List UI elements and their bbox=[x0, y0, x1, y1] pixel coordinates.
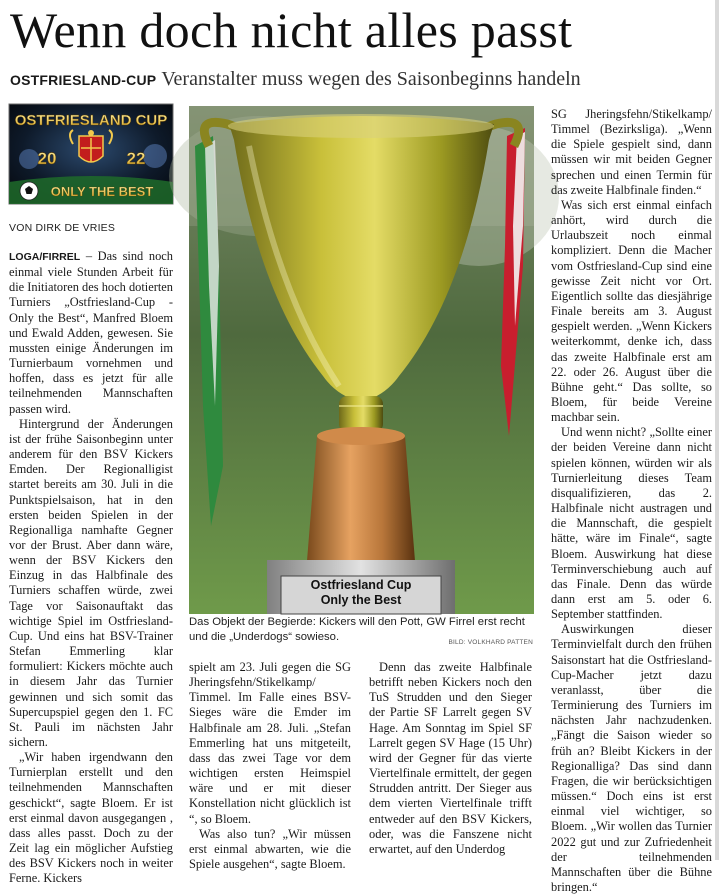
paragraph: spielt am 23. Juli gegen die SG Jheringsfehn/Stikelkamp/ Timmel. Im Falle eines BSV-Sieges wäre die Emder im Halbfinale am 28. Juli. „Stefan Emmerling hat uns mitgeteilt, dass das zwei Tage vor dem wichtigen ersten Heimspiel wäre und er mit dieser Konstellation nicht glücklich ist “, so Bloem. bbox=[189, 660, 351, 826]
plaque-line-2: Only the Best bbox=[320, 593, 402, 607]
paragraph: Auswirkungen dieser Terminvielfalt durch den frühen Saisonstart hat die Ostfriesland-Cup-Macher jetzt dazu veranlasst, über die Terminierung des Turniers im nächsten Jahr nachzudenken. „Fängt die Saison wieder so früh an? Bleibt Kickers in der Regionalliga? Das sind dann Fragen, die wir berücksichtigen müssen.“ Doch eins ist erst einmal viel wichtiger, so Bloem. „Wir wollen das Turnier 2022 gut und zur Zufriedenheit der teilnehmenden Mannschaften über die Bühne bringen.“ bbox=[551, 622, 712, 894]
logo-slogan: ONLY THE BEST bbox=[50, 184, 154, 199]
article-column-2 bbox=[189, 660, 351, 872]
kicker: OSTFRIESLAND-CUP bbox=[10, 72, 157, 88]
paragraph bbox=[9, 249, 173, 417]
soccer-ball-icon bbox=[20, 182, 38, 200]
article-column-4 bbox=[551, 107, 712, 894]
subtitle: Veranstalter muss wegen des Saisonbeginns handeln bbox=[161, 68, 581, 90]
paragraph: „Wir haben irgendwann den Turnierplan erstellt und den teilnehmenden Mannschaften geschickt“, sagte Bloem. Er ist erst einmal davon ausgegangen , dass alles passt. Doch zu der Zeit lag ein möglicher Aufstieg des BSV Kickers noch in weiter Ferne. Kickers bbox=[9, 750, 173, 886]
ostfriesland-cup-logo bbox=[9, 104, 173, 204]
paragraph: Hintergrund der Änderungen ist der frühe Saisonbeginn unter anderem für den BSV Kickers Emden. Der Regionalligist startet bereits am 30. Juli in die Punktspielsaison, hat in den ersten beiden Spielen in der Regionalliga namhafte Gegner vor der Brust. Aber dann wäre, wenn der BSV Kickers den Einzug in das Halbfinale des Turniers schaffen würde, zwei Tage vor Saisonauftakt das wichtige Spiel im Ostfriesland-Cup. Und eins hat BSV-Trainer Stefan Emmerling klar formuliert: Kickers möchte auch in diesem Jahr das Turnier gewinnen und sich somit das Supercupspiel gegen den 1. FC St. Pauli im nächsten Jahr sichern. bbox=[9, 416, 173, 749]
article-column-1 bbox=[9, 249, 173, 886]
plaque-line-1: Ostfriesland Cup bbox=[310, 578, 412, 592]
headline: Wenn doch nicht alles passt bbox=[10, 2, 573, 58]
logo-year-right: 22 bbox=[126, 149, 146, 168]
photo-caption bbox=[189, 615, 533, 650]
paragraph: SG Jheringsfehn/Stikelkamp/ Timmel (Bezirksliga). „Wenn die Spiele gespielt sind, dann müssen wir mit beiden Gegner sprechen und einen Termin für das zweite Halbfinale finden.“ bbox=[551, 107, 712, 197]
caption-text: Das Objekt der Begierde: Kickers will den Pott, GW Firrel erst recht und die „Underdogs“ sowieso. bbox=[189, 616, 525, 643]
subline bbox=[10, 67, 581, 93]
paragraph: Denn das zweite Halbfinale betrifft neben Kickers noch den TuS Strudden und den Sieger der Partie SF Larrelt gegen SV Hage. Am Sonntag im Spiel SF Larrelt gegen SV Hage (15 Uhr) wird der Gegner für das vierte Viertelfinale ermittelt, der gegen Strudden antritt. Der Sieger aus dem vierten Viertelfinale trifft entweder auf den BSV Kickers, oder, was die Fanszene nicht erwartet, auf den Underdog bbox=[369, 660, 532, 856]
paragraph: Was also tun? „Wir müssen erst einmal abwarten, wie die Spiele ausgehen“, sagte Bloem. bbox=[189, 826, 351, 872]
dateline: LOGA/FIRREL bbox=[9, 251, 81, 263]
page-edge bbox=[715, 0, 719, 860]
byline: VON DIRK DE VRIES bbox=[9, 222, 116, 234]
logo-year-left: 20 bbox=[37, 149, 57, 168]
photo-credit: BILD: VOLKHARD PATTEN bbox=[448, 638, 533, 646]
trophy-photo bbox=[189, 106, 534, 614]
logo-title: OSTFRIESLAND CUP bbox=[14, 112, 168, 129]
paragraph-text: – Das sind noch einmal viele Stunden Arbeit für die Initiatoren des hoch dotierten Turniers „Ostfriesland-Cup - Only the Best“, Manfred Bloem und Ewald Adden, gewesen. Sie mussten einige Änderungen im Turnierbaum vornehmen und hoffen, dass es jetzt für alle teilnehmenden Mannschaften passen wird. bbox=[9, 249, 173, 416]
paragraph: Und wenn nicht? „Sollte einer der beiden Vereine dann nicht spielen können, würden wir als Turnierleitung dieses Team disqualifizieren, das 2. Halbfinale nicht austragen und die Mannschaft, die gespielt hätte, wäre im Finale“, sagte Bloem. Auswirkung hat diese Terminverschiebung auch auf das Finale. Denn das würde dann erst am 5. oder 6. September stattfinden. bbox=[551, 425, 712, 622]
paragraph: Was sich erst einmal einfach anhört, wird durch die Urlaubszeit noch einmal kompliziert. Denn die Macher vom Ostfriesland-Cup sind eine gewisse Zeit nicht vor Ort. Eigentlich sollte das diesjährige Finale bereits am 3. August gespielt werden. „Wenn Kickers weiterkommt, denke ich, dass das zweite Halbfinale erst am 22. oder 26. August über die Bühne geht.“ Das sollte, so Bloem, für beide Vereine machbar sein. bbox=[551, 197, 712, 425]
article-column-3 bbox=[369, 660, 532, 860]
